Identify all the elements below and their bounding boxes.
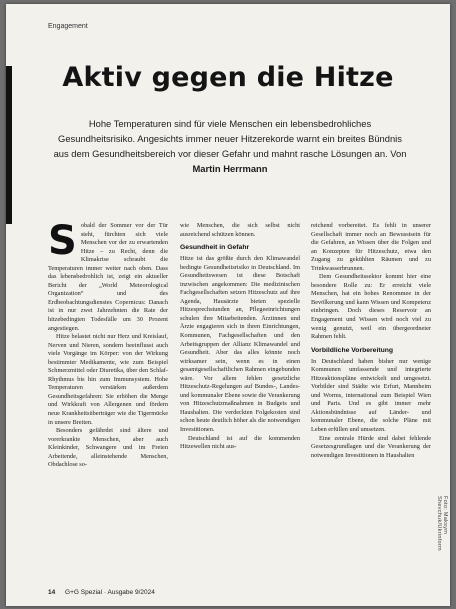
- paragraph: Hitze ist das größte durch den Klimawandel bedingte Gesundheitsrisiko in Deutschland. Im Gesundheitswesen ist diese Botschaft inzwischen angekommen: Die medizinischen Fachgesellschaften setzen Hitzeschutz auf ihre Agenda, Hausärzte bieten spezielle Hitzesprechstunden an, Pflegeeinrichtungen schulen ihre Mitarbeitenden. Ärztinnen und Ärzte engagieren sich in ihren Einrichtungen, Kommunen, Fachgesellschaften und den Arbeitsgruppen der Allianz Klimawandel und Gesundheit. Aber das alles könnte noch wirksamer sein, wenn es in einen gesamtgesellschaftlichen Rahmen eingebunden wäre. Vor allem fehlen gesetzliche Hitzeschutz-Regelungen auf Bundes-, Landes- und kommunaler Ebene sowie die Verankerung von Hitzeschutzmaßnahmen in Budgets und Haushalten. Die verdeckten Folgekosten sind schon heute deutlich höher als die notwendigen Investitionen.: [180, 255, 300, 434]
- subheading: Gesundheit in Gefahr: [180, 244, 250, 252]
- page-number: 14: [48, 589, 56, 596]
- section-label: Engagement: [48, 23, 88, 30]
- paragraph: obald der Sommer vor der Tür steht, fürchten sich viele Menschen vor der zu erwartenden Hitze – zu Recht, denn die Klimakrise schraubt die Temperaturen immer weiter nach oben. Dass das lebensbedrohlich ist, zeigt ein aktueller Bericht der „World Meteorological Organization“ und des Erdbeobachtungsdienstes Copernicus: Danach ist in nur zwei Jahrzehnten die Rate der hitzebedingten Todesfälle um 30 Prozent angestiegen.: [48, 222, 168, 332]
- subheading: Vorbildliche Vorbereitung: [311, 346, 394, 354]
- paragraph: In Deutschland haben bisher nur wenige Kommunen umfassende und integrierte Hitzeaktionspläne entwickelt und umgesetzt. Vorbilder sind Städte wie Erfurt, Mannheim und Worms, international zum Beispiel Wien und Paris. Und es gibt immer mehr Aktionsbündnisse auf Länder- und kommunaler Ebene, die solche Pläne mit Leben erfüllen und umsetzen.: [311, 357, 431, 434]
- paragraph: wie Menschen, die sich selbst nicht ausreichend schützen können.: [180, 222, 300, 238]
- paragraph: Eine zentrale Hürde sind dabei fehlende Gesetzesgrundlagen und die Verankerung der notwendigen Investitionen in Haushalten: [311, 434, 431, 459]
- photo-credit: Foto: Maksym Shevchuk/Ukrinform: [436, 496, 448, 551]
- article-column-3: [311, 222, 431, 460]
- paragraph: Deutschland ist auf die kommenden Hitzewellen nicht aus-: [180, 434, 300, 451]
- article-column-1: [48, 218, 168, 470]
- article-column-2: [180, 222, 300, 452]
- headline: Aktiv gegen die Hitze: [62, 62, 394, 93]
- page-footer: [48, 589, 155, 596]
- paragraph: reichend vorbereitet. Es fehlt in unserer Gesellschaft immer noch an Bewusstsein für die Gefahren, an Wissen über die Folgen und an Konzepten für Hitzeschutz, etwa den Zugang zu gekühlten Räumen und zu Trinkwasserbrunnen.: [311, 222, 431, 272]
- paragraph: Hitze belastet nicht nur Herz und Kreislauf, Nerven und Nieren, sondern beeinflusst auch viele Vorgänge im Körper: von der Wirkung bestimmter Medikamente, wie zum Beispiel Schmerzmittel oder Diuretika, über den Schlaf-Rhythmus bis hin zum Immunsystem. Hohe Temperaturen verstärken außerdem Gesundheitsgefahren: Sie erhöhen die Menge und Wirkkraft von Allergenen und fördern neue Krankheitsüberträger wie die Tigermücke in unsere Breiten.: [48, 333, 168, 426]
- lead-paragraph: [50, 116, 410, 176]
- publication-info: G+G Spezial · Ausgabe 9/2024: [65, 589, 155, 596]
- author-name: Martin Herrmann: [192, 163, 268, 174]
- paragraph: Besonders gefährdet sind ältere und vorerkrankte Menschen, aber auch Kleinkinder, Schwangere und im Freien Arbeitende, alleinstehende Menschen, Obdachlose so-: [48, 427, 168, 469]
- drop-cap: S: [48, 218, 77, 264]
- magazine-page: [6, 4, 450, 606]
- paragraph: Dem Gesundheitssektor kommt hier eine besondere Rolle zu: Er erreicht viele Menschen, hat ein hohes Renommee in der Bevölkerung und kann Wissen und Kompetenz einbringen. Doch dieses Reservoir an Engagement und Wissen wird noch viel zu wenig genutzt, weil ein übergeordneter Rahmen fehlt.: [311, 273, 431, 341]
- lead-text: Hohe Temperaturen sind für viele Menschen ein lebensbedrohliches Gesundheitsrisiko. Angesichts immer neuer Hitzerekorde warnt ein breites Bündnis aus dem Gesundheitsbereich vor dieser Gefahr und mahnt rasche Lösungen an. Von: [53, 118, 407, 159]
